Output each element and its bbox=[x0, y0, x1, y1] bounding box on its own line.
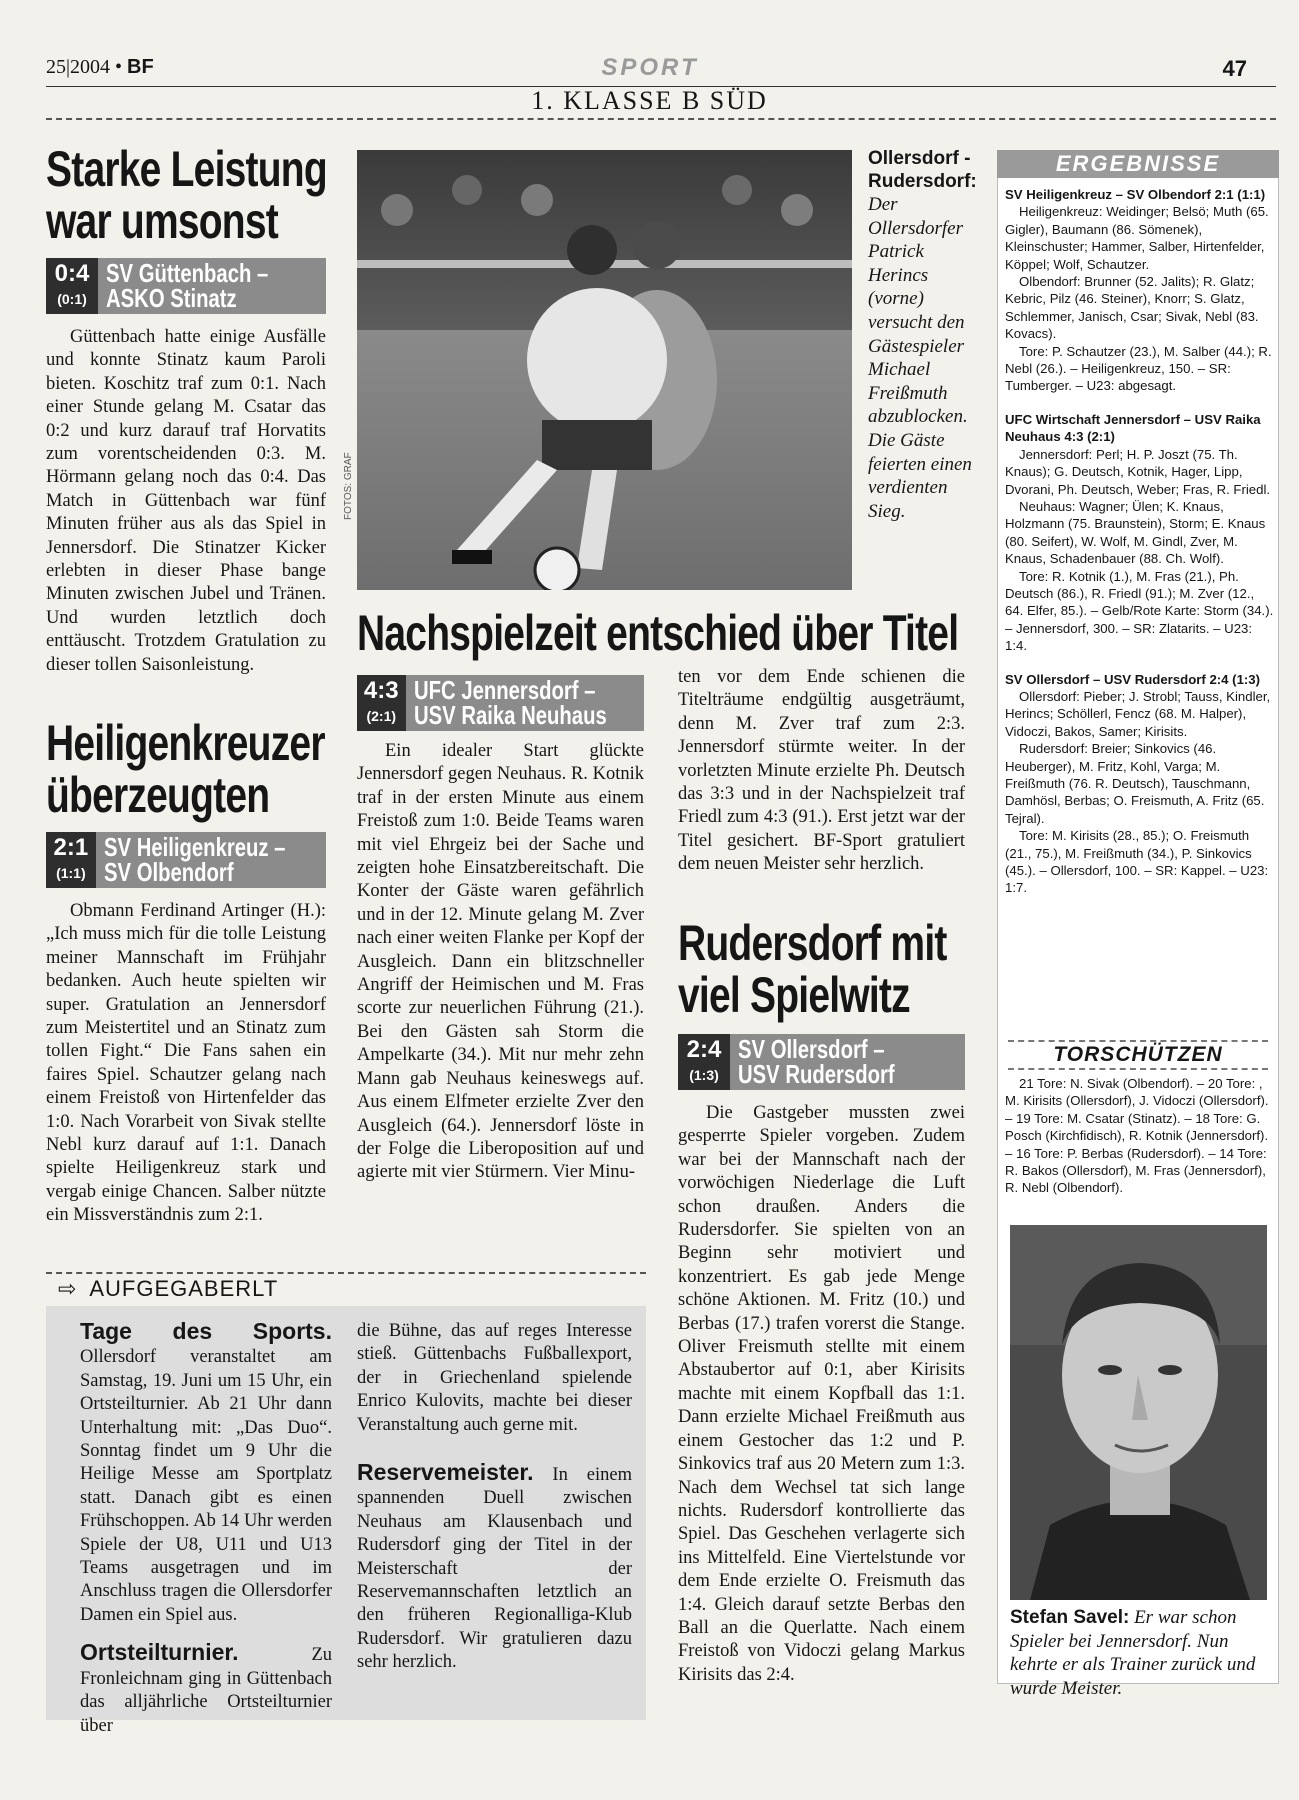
scorers-text: 21 Tore: N. Sivak (Olbendorf). – 20 Tore: , M. Kirisits (Ollersdorf), J. Vidoczi (Ollersdorf). – 19 Tore: M. Csatar (Stinatz). – 18 Tore: G. Posch (Kirchfidisch), R. Kotnik (Jennersdorf). – 16 Tore: P. Berbas (Rudersdorf). – 14 Tore: R. Bakos (Ollersdorf), M. Fras (Jennersdorf), R. Nebl (Olbendorf). bbox=[1005, 1076, 1269, 1196]
torschuetzen-header: TORSCHÜTZEN bbox=[1008, 1040, 1268, 1070]
reserve-paragraph bbox=[357, 1461, 632, 1675]
team-away: ASKO Stinatz bbox=[106, 283, 237, 313]
match-2 bbox=[1005, 411, 1275, 655]
teams bbox=[96, 832, 326, 888]
teams bbox=[730, 1034, 939, 1090]
aufgegaberlt-col-1 bbox=[80, 1320, 332, 1738]
match-2-lineup-1: Jennersdorf: Perl; H. P. Joszt (75. Th. Knaus); G. Deutsch, Kotnik, Hager, Lipp, Dvorani, Ph. Deutsch, Weber; Fras, R. Friedl. bbox=[1005, 446, 1271, 497]
ergebnisse-header: ERGEBNISSE bbox=[997, 150, 1279, 178]
header-dashed-rule bbox=[46, 118, 1276, 120]
halftime-score: (0:1) bbox=[57, 291, 87, 307]
headline-starke-1: Starke Leistung bbox=[46, 141, 327, 197]
match-3-lineup-2: Rudersdorf: Breier; Sinkovics (46. Heuberger), M. Fritz, Kohl, Varga; M. Freißmuth (76. R. Deutsch), Tauschmann, Damhösl, Berbas; O. Freismuth, A. Fritz (65. Tejral). bbox=[1005, 741, 1265, 826]
issue-number: 25|2004 bbox=[46, 56, 111, 78]
halftime-score: (1:1) bbox=[56, 865, 86, 881]
page-number: 47 bbox=[1222, 56, 1247, 81]
halftime-score: (2:1) bbox=[366, 708, 397, 724]
match-3-info: Tore: M. Kirisits (28., 85.); O. Freismuth (21., 75.), M. Freißmuth (34.), P. Sinkovics (45.). – Ollersdorf, 100. – SR: Kappel. – U23: 1:7. bbox=[1005, 828, 1269, 896]
score: 2:4 bbox=[686, 1036, 722, 1063]
portrait-image bbox=[1010, 1225, 1267, 1600]
photo-image bbox=[357, 150, 852, 590]
body-text: Ein idealer Start glückte Jennersdorf gegen Neuhaus. R. Kotnik traf in der ersten Minute aus einem Freistoß zum 1:0. Beide Teams waren mit viel Ehrgeiz bei der Sache und zeigten hohe Einsatzbereitschaft. Die Konter der Gäste waren gefährlich und in der 12. Minute gelang M. Zver nach einer weiten Flanke per Kopf der Ausgleich. Dann ein blitzschneller Angriff der Heimischen und M. Fras scorte zur neuerlichen Führung (21.). Bei den Gästen sah Storm die Ampelkarte (34.). Mit nur mehr zehn Mann gab Neuhaus keineswegs auf. Aus einem Elfmeter erzielte Zver den Ausgleich (64.). Jennersdorf löste in der Folge die Liberoposition auf und agierte mit vier Stürmern. Vier Minu- bbox=[357, 741, 644, 1183]
teams bbox=[98, 258, 314, 314]
ortsteil-text: Zu Fronleichnam ging in Güttenbach das alljährliche Ortsteilturnier über bbox=[80, 1645, 332, 1736]
aufgegaberlt-header bbox=[58, 1276, 278, 1302]
match-1-lineup-1: Heiligenkreuz: Weidinger; Belsö; Muth (65. Gigler), Baumann (86. Sömenek), Kleinschuster; Hammer, Salber, Hirtenfelder, Köppel; Wolf, Schautzer. bbox=[1005, 204, 1269, 272]
publication-name: BF bbox=[127, 56, 154, 78]
tage-paragraph bbox=[80, 1320, 332, 1627]
headline-rudersdorf-2: viel Spielwitz bbox=[678, 967, 910, 1023]
portrait-text: Er war schon Spieler bei Jennersdorf. Nun kehrte er als Trainer zurück und wurde Meister. bbox=[1010, 1607, 1256, 1699]
photo-credit: FOTOS: GRAF bbox=[343, 452, 354, 520]
ortsteil-paragraph bbox=[80, 1641, 332, 1738]
teams bbox=[406, 675, 645, 731]
portrait-name: Stefan Savel: bbox=[1010, 1607, 1130, 1628]
ortsteil-title: Ortsteilturnier. bbox=[80, 1639, 239, 1666]
score-box bbox=[357, 675, 406, 731]
tage-text: Ollersdorf veranstaltet am Samstag, 19. Juni um 15 Uhr, ein Ortsteilturnier. Ab 21 Uhr dann Unterhaltung mit: „Das Duo“. Sonntag findet um 9 Uhr die Heilige Messe am Sportplatz statt. Danach gibt es einen Frühschoppen. Ab 14 Uhr werden Spiele der U8, U11 und U13 Teams ausgetragen und im Anschluss tragen die Ollersdorfer Damen ein Spiel aus. bbox=[80, 1347, 332, 1625]
match-2-title: UFC Wirtschaft Jennersdorf – USV Raika Neuhaus 4:3 (2:1) bbox=[1005, 411, 1261, 445]
headline-rudersdorf-1: Rudersdorf mit bbox=[678, 915, 947, 971]
team-home: SV Güttenbach – bbox=[106, 258, 269, 288]
aufgegaberlt-label: AUFGEGABERLT bbox=[89, 1276, 279, 1301]
reserve-text: In einem spannenden Duell zwischen Neuhaus am Klausenbach und Rudersdorf ging der Titel in der Meisterschaft der Reservemannschaften letztlich an den früheren Regionalliga-Klub Rudersdorf. Wir gratulieren dazu sehr herzlich. bbox=[357, 1465, 632, 1673]
match-3 bbox=[1005, 671, 1275, 897]
scorebar-starke bbox=[46, 258, 326, 314]
body-text: Die Gastgeber mussten zwei gesperrte Spieler vorgeben. Zudem war bei der Mannschaft nach der vorwöchigen Niederlage die Luft schon draußen. Anders die Rudersdorfer. Sie spielten von an Beginn sehr motiviert und konzentriert. Es gab jede Menge schöne Aktionen. M. Fritz (10.) und Berbas (17.) trafen vorerst die Stange. Oliver Freismuth stellte mit einem Abstaubertor auf 0:1, aber Kirisits machte mit einem Kopfball das 1:1. Dann erzielte Michael Freißmuth aus einem Gestocher das 1:2 und P. Sinkovics traf aus 20 Metern zum 1:3. Nach dem Wechsel tat sich lange nichts. Rudersdorf kontrollierte das Spiel. Das Geschehen verlagerte sich ins Mittelfeld. Eine Viertelstunde vor dem Ende erzielte O. Freismuth das 1:4. Gleich darauf setzte Berbas den Ball an die Querlatte. Nach einem Freistoß von Vidoczi gelang Markus Kirisits das 2:4. bbox=[678, 1103, 965, 1685]
headline-starke-2: war umsonst bbox=[46, 193, 278, 249]
headline-heiligenkreuz-2: überzeugten bbox=[46, 767, 270, 823]
team-away: SV Olbendorf bbox=[103, 857, 234, 887]
results-text bbox=[1005, 186, 1275, 907]
article-body bbox=[46, 900, 326, 1228]
caption-title: Ollersdorf - Rudersdorf: bbox=[868, 148, 977, 192]
caption-text: Der Ollersdorfer Patrick Herincs (vorne) versucht den Gästespieler Michael Freißmuth abzublocken. Die Gäste feierten einen verdienten Sieg. bbox=[868, 194, 972, 522]
league-title: 1. KLASSE B SÜD bbox=[531, 86, 768, 115]
team-home: UFC Jennersdorf – bbox=[413, 675, 595, 705]
nachspielzeit-body-2 bbox=[678, 666, 965, 877]
match-2-lineup-2: Neuhaus: Wagner; Ülen; K. Knaus, Holzmann (75. Braunstein), Storm; E. Knaus (80. Seifert), W. Wolf, M. Gindl, Zver, M. Knaus, Schadenbauer (88. Ch. Wolf). bbox=[1005, 498, 1266, 567]
match-1 bbox=[1005, 186, 1275, 395]
match-3-lineup-1: Ollersdorf: Pieber; J. Strobl; Tauss, Kindler, Herincs; Schöllerl, Fencz (68. M. Halper), Vidoczi, Bakos, Samer; Kirisits. bbox=[1005, 688, 1271, 739]
match-3-title: SV Ollersdorf – USV Rudersdorf 2:4 (1:3) bbox=[1005, 671, 1261, 687]
match-1-title: SV Heiligenkreuz – SV Olbendorf 2:1 (1:1) bbox=[1005, 187, 1266, 202]
score: 2:1 bbox=[53, 834, 89, 861]
score: 0:4 bbox=[54, 260, 90, 287]
scorebar-rudersdorf bbox=[678, 1034, 965, 1090]
team-home: SV Heiligenkreuz – bbox=[103, 832, 286, 862]
article-starke bbox=[46, 141, 327, 677]
halftime-score: (1:3) bbox=[689, 1067, 719, 1083]
scorebar-heiligenkreuz bbox=[46, 832, 326, 888]
portrait-caption bbox=[1010, 1606, 1270, 1700]
bullet: • bbox=[115, 56, 123, 78]
team-away: USV Rudersdorf bbox=[738, 1059, 895, 1089]
match-photo bbox=[357, 150, 852, 590]
body-text: Obmann Ferdinand Artinger (H.): „Ich muss mich für die tolle Leistung meiner Mannschaft im Frühjahr bedanken. Auch heute spielten wir super. Gratulation an Jennersdorf zum Meistertitel und an Stinatz zum tollen Fight.“ Die Fans sahen ein faires Spiel. Schautzer gelang nach einem Freistoß von Hirtenfelder das 1:0. Nach Vorarbeit von Sivak stellte Nebl kurz darauf auf 1:1. Danach spielte Heiligenkreuz stark und vergab einige Chancen. Salber nützte ein Missverständnis zum 2:1. bbox=[46, 901, 326, 1226]
article-rudersdorf bbox=[678, 915, 965, 1687]
coach-portrait bbox=[1010, 1225, 1267, 1600]
arrow-icon: ⇨ bbox=[58, 1276, 78, 1301]
article-body bbox=[46, 326, 326, 677]
score: 4:3 bbox=[363, 677, 399, 704]
score-box bbox=[678, 1034, 730, 1090]
body-text: Güttenbach hatte einige Ausfälle und konnte Stinatz kaum Paroli bieten. Koschitz traf zum 0:1. Nach einer Stunde gelang M. Csatar das 0:2 und kurz darauf traf Horvatits zum vorentscheidenden 0:3. M. Hörmann gelang noch das 0:4. Das Match in Güttenbach war fünf Minuten früher aus als das Spiel in Jennersdorf. Die Stinatzer Kicker erlebten in dieser Phase bange Minuten zwischen Jubel und Tränen. Und wurden letztlich doch enttäuscht. Trotzdem Gratulation zu dieser tollen Saisonleistung. bbox=[46, 327, 326, 675]
headline-nachspielzeit: Nachspielzeit entschied über Titel bbox=[357, 605, 959, 661]
article-heiligenkreuz bbox=[46, 715, 326, 1228]
aufgegaberlt-col-2 bbox=[357, 1320, 632, 1675]
scorebar-nachspielzeit bbox=[357, 675, 644, 731]
body-text: ten vor dem Ende schienen die Titelträume endgültig ausgeträumt, denn M. Zver traf zum 2:3. Jennersdorf stürmte weiter. In der vorletzten Minute erzielte Ph. Deutsch das 3:3 und in der Nachspielzeit traf Friedl zum 4:3 (91.). Erst jetzt war der Titel gesichert. BF-Sport gratuliert dem neuen Meister sehr herzlich. bbox=[678, 667, 965, 875]
section-title: SPORT bbox=[601, 54, 699, 81]
aufgegaberlt-rule bbox=[46, 1272, 646, 1274]
team-away: USV Raika Neuhaus bbox=[413, 700, 607, 730]
tage-title: Tage des Sports. bbox=[80, 1318, 332, 1344]
match-1-info: Tore: P. Schautzer (23.), M. Salber (44.); R. Nebl (26.). – Heiligenkreuz, 150. – SR: Tumberger. – U23: abgesagt. bbox=[1005, 343, 1272, 394]
match-1-lineup-2: Olbendorf: Brunner (52. Jalits); R. Glatz; Kebric, Pilz (46. Steiner), Knorr; S. Glatz, Schlemmer, Janisch, Csar; Sivak, Nebl (83. Kovacs). bbox=[1005, 274, 1259, 342]
photo-caption bbox=[868, 147, 978, 523]
team-home: SV Ollersdorf – bbox=[738, 1034, 885, 1064]
article-body bbox=[678, 1102, 965, 1687]
headline-heiligenkreuz-1: Heiligenkreuzer bbox=[46, 715, 325, 771]
issue-info bbox=[46, 56, 154, 79]
col2-text: die Bühne, das auf reges Interesse stieß. Güttenbachs Fußballexport, der in Griechenland spielende Enrico Kulovits, machte bei dieser Veranstaltung auch gerne mit. bbox=[357, 1321, 632, 1435]
nachspielzeit-body-1 bbox=[357, 740, 644, 1185]
score-box bbox=[46, 832, 96, 888]
score-box bbox=[46, 258, 98, 314]
match-2-info: Tore: R. Kotnik (1.), M. Fras (21.), Ph. Deutsch (86.), R. Friedl (91.); M. Zver (12., 64. Elfer, 85.). – Gelb/Rote Karte: Storm (34.). – Jennersdorf, 300. – SR: Zlatarits. – U23: 1:4. bbox=[1005, 568, 1274, 654]
reserve-title: Reservemeister. bbox=[357, 1459, 534, 1486]
